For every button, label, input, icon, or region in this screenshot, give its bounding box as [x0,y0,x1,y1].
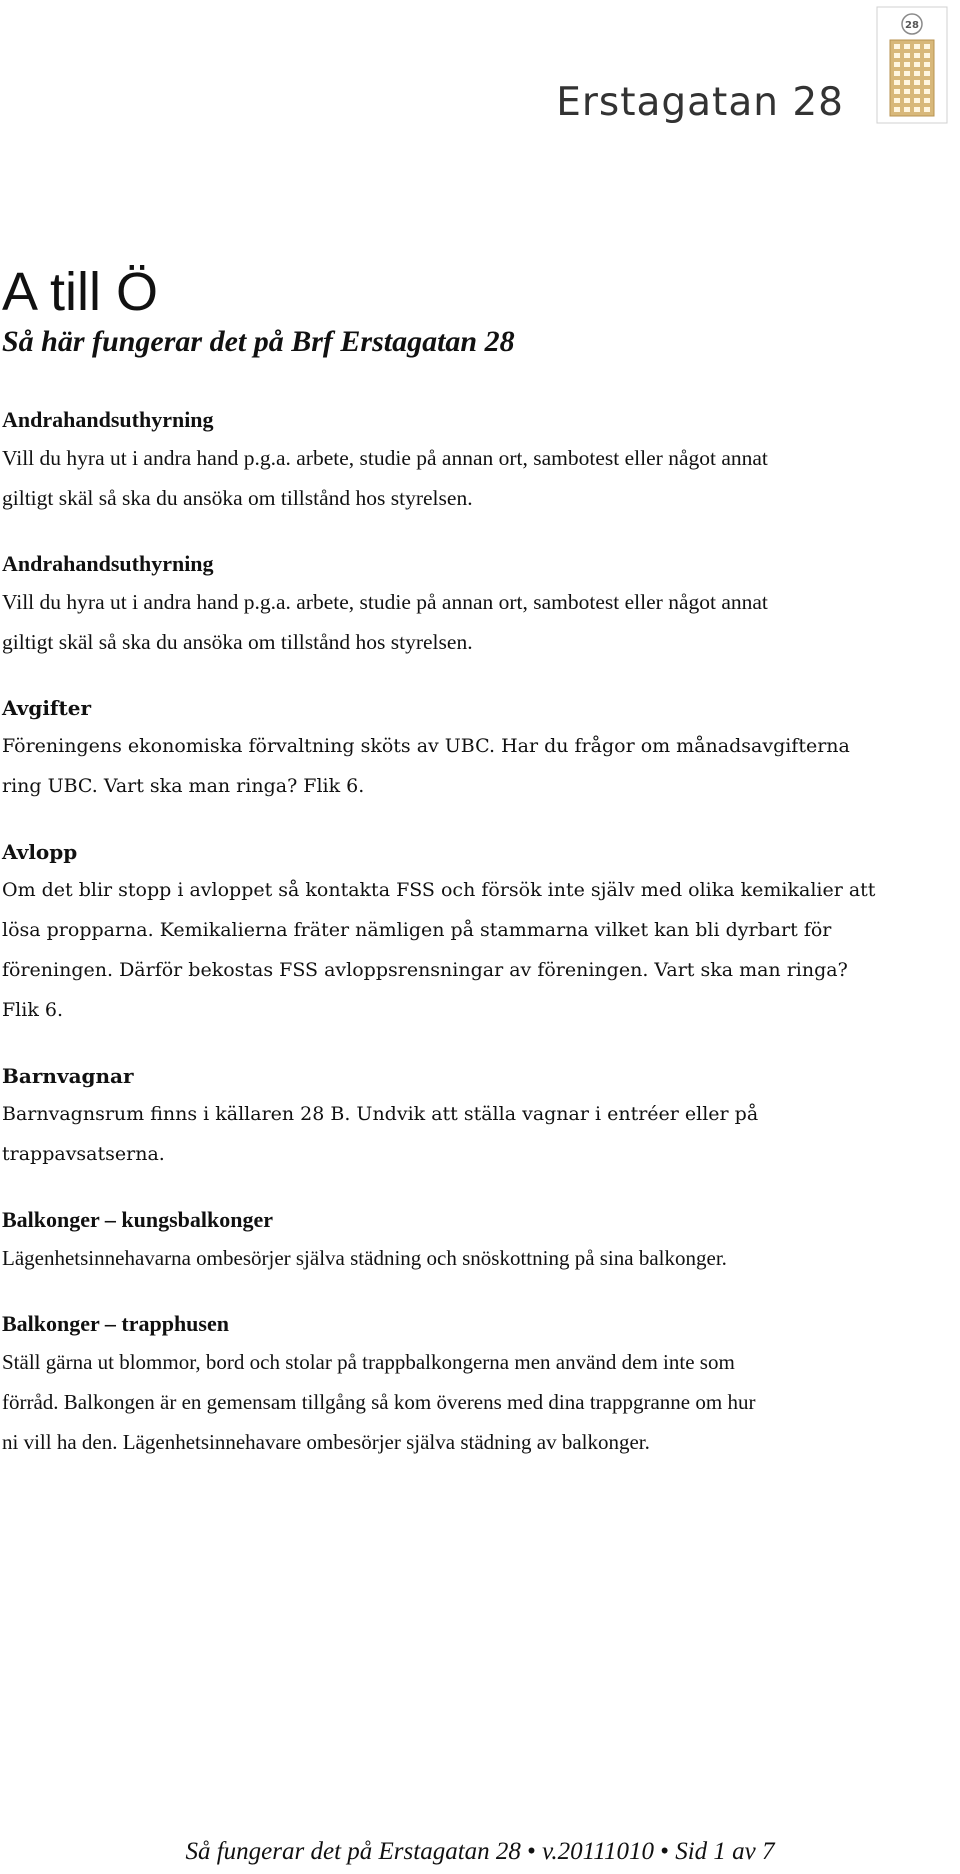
page-title: A till Ö [2,262,159,322]
logo-window [924,62,930,67]
logo-window [904,62,910,67]
footer-version: v.20111010 [542,1838,654,1865]
logo-window [894,80,900,85]
building-logo-icon [876,6,948,124]
section-heading: Barnvagnar [2,1064,134,1088]
section-body: Lägenhetsinnehavarna ombesörjer själva städning och snöskottning på sina balkonger. [2,1246,727,1270]
section-body: Ställ gärna ut blommor, bord och stolar på trappbalkongerna men använd dem inte som förråd. Balkongen är en gemensam tillgång så kom överens med dina trappgranne om hur ni vill ha den. Lägenhetsinnehavare ombesörjer själva städning av balkonger. [2,1350,756,1454]
logo-window [894,62,900,67]
logo-window [904,98,910,103]
section-heading: Andrahandsuthyrning [2,551,214,576]
page-footer [0,1834,960,1870]
section-body: Vill du hyra ut i andra hand p.g.a. arbete, studie på annan ort, sambotest eller något annat giltigt skäl så ska du ansöka om tillstånd hos styrelsen. [2,446,768,510]
logo-window [914,107,920,112]
footer-document-name: Så fungerar det på Erstagatan 28 [185,1838,521,1865]
logo-window [894,44,900,49]
page-subtitle: Så här fungerar det på Brf Erstagatan 28 [2,325,515,358]
section-heading: Balkonger – trapphusen [2,1311,229,1336]
section-body: Om det blir stopp i avloppet så kontakta FSS och försök inte själv med olika kemikalier att lösa propparna. Kemikalierna fräter nämligen på stammarna vilket kan bli dyrbart för föreningen. Därför bekostas FSS avloppsrensningar av föreningen. Vart ska man ringa? Flik 6. [2,879,876,1021]
logo-window [924,80,930,85]
section-balkonger-kungsbalkonger [2,1202,960,1278]
logo-window [924,98,930,103]
sections [2,402,960,1490]
logo-wordmark: Erstagatan 28 [556,80,844,125]
logo-window [894,107,900,112]
logo-window [924,89,930,94]
logo-badge-number: 28 [905,20,919,31]
logo-window [894,53,900,58]
logo-window [904,107,910,112]
logo-window [914,80,920,85]
section-heading: Avlopp [2,840,78,864]
footer-separator: • [660,1838,669,1865]
section-heading: Balkonger – kungsbalkonger [2,1207,274,1232]
logo-window [914,98,920,103]
section-heading: Avgifter [2,696,92,720]
section-heading: Andrahandsuthyrning [2,407,214,432]
logo [528,6,948,126]
section-body: Barnvagnsrum finns i källaren 28 B. Undvik att ställa vagnar i entréer eller på trappavsatserna. [2,1103,759,1165]
logo-window [914,71,920,76]
logo-window [904,53,910,58]
logo-window [924,107,930,112]
logo-window [904,71,910,76]
section-body: Vill du hyra ut i andra hand p.g.a. arbete, studie på annan ort, sambotest eller något annat giltigt skäl så ska du ansöka om tillstånd hos styrelsen. [2,590,768,654]
section-balkonger-trapphusen [2,1306,960,1462]
footer-page-number: Sid 1 av 7 [675,1838,775,1865]
logo-window [914,53,920,58]
logo-window [914,44,920,49]
logo-window [914,89,920,94]
section-andrahandsuthyrning [2,402,960,518]
logo-window [894,89,900,94]
section-andrahandsuthyrning-repeat [2,546,960,662]
logo-window [904,89,910,94]
logo-window [924,53,930,58]
logo-window [894,71,900,76]
logo-window [904,80,910,85]
section-avgifter [2,690,960,806]
section-body: Föreningens ekonomiska förvaltning sköts av UBC. Har du frågor om månadsavgifterna ring UBC. Vart ska man ringa? Flik 6. [2,735,850,797]
logo-window [894,98,900,103]
logo-window [914,62,920,67]
section-barnvagnar [2,1058,960,1174]
logo-window [924,71,930,76]
logo-window [924,44,930,49]
logo-window [904,44,910,49]
footer-separator: • [527,1838,536,1865]
section-avlopp [2,834,960,1030]
